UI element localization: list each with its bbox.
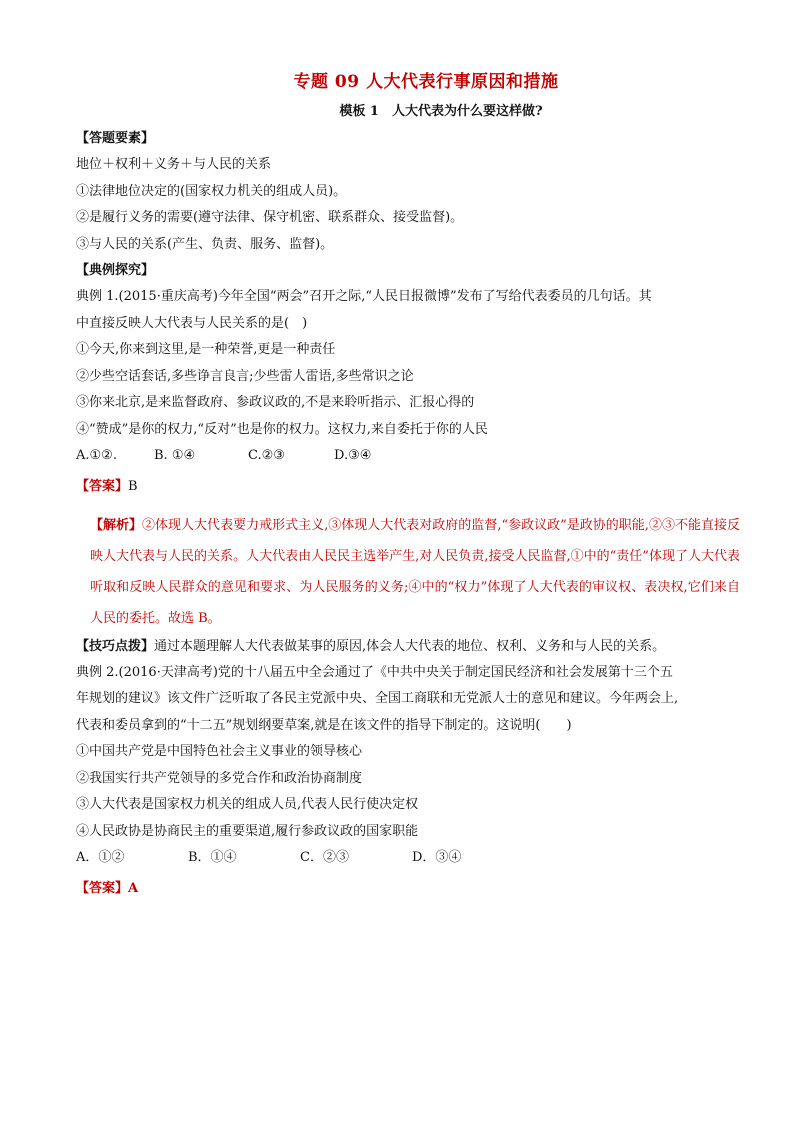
option-c: C.②③ bbox=[248, 448, 285, 463]
answer-tag: 【答案】 bbox=[76, 478, 129, 494]
elements-line: 地位＋权利＋义务＋与人民的关系 bbox=[76, 157, 272, 172]
example1-options bbox=[76, 443, 736, 470]
example2-statement: ③人大代表是国家权力机关的组成人员,代表人民行使决定权 bbox=[76, 797, 419, 812]
example1-statement: ②少些空话套话,多些诤言良言;少些雷人雷语,多些常识之论 bbox=[76, 368, 414, 384]
example2-answer bbox=[76, 876, 736, 902]
page-subtitle: 模板 1 人大代表为什么要这样做? bbox=[339, 104, 543, 119]
option-b: B．①④ bbox=[188, 850, 237, 865]
option-a: A．①② bbox=[76, 850, 125, 865]
example1-analysis bbox=[90, 510, 740, 634]
analysis-tag: 【解析】 bbox=[90, 517, 143, 533]
option-b: B. ①④ bbox=[154, 448, 196, 463]
example1-statement: ③你来北京,是来监督政府、参政议政的,不是来聆听指示、汇报心得的 bbox=[76, 395, 475, 410]
elements-line: ①法律地位决定的(国家权力机关的组成人员)。 bbox=[76, 183, 347, 199]
answer-value: B bbox=[128, 478, 138, 494]
tip-text: 通过本题理解人大代表做某事的原因,体会人大代表的地位、权利、义务和与人民的关系。 bbox=[154, 638, 666, 654]
example1-tip bbox=[76, 634, 736, 660]
example1-statement: ④“赞成”是你的权力,“反对”也是你的权力。这权力,来自委托于你的人民 bbox=[76, 421, 488, 437]
example1-statement: ①今天,你来到这里,是一种荣誉,更是一种责任 bbox=[76, 342, 336, 357]
example1-stem-line: 中直接反映人大代表与人民关系的是( ) bbox=[76, 315, 308, 331]
page-title: 专题 09 人大代表行事原因和措施 bbox=[293, 72, 559, 92]
tip-tag: 【技巧点拨】 bbox=[76, 638, 155, 654]
elements-line: ②是履行义务的需要(遵守法律、保守机密、联系群众、接受监督)。 bbox=[76, 210, 464, 225]
example1-stem-line: 典例 1.(2015·重庆高考)今年全国“两会”召开之际,“人民日报微博”发布了写给代表委员的几句话。其 bbox=[76, 289, 652, 304]
elements-heading: 【答题要素】 bbox=[76, 131, 155, 146]
option-c: C．②③ bbox=[300, 850, 349, 865]
elements-line: ③与人民的关系(产生、负责、服务、监督)。 bbox=[76, 236, 334, 252]
example2-options bbox=[76, 845, 736, 872]
example2-stem-line: 典例 2.(2016·天津高考)党的十八届五中全会通过了《中共中央关于制定国民经济和社会发展第十三个五 bbox=[76, 664, 673, 680]
option-a: A.①②. bbox=[76, 448, 117, 463]
example2-statement: ④人民政协是协商民主的重要渠道,履行参政议政的国家职能 bbox=[76, 823, 419, 839]
analysis-text: ②体现人大代表要力戒形式主义,③体现人大代表对政府的监督,“参政议政”是政协的职能,②③不能直接反映人大代表与人民的关系。人大代表由人民民主选举产生,对人民负责,接受人民监督,①中的“责任”体现了人大代表听取和反映人民群众的意见和要求、为人民服务的义务;④中的“权力”体现了人大代表的审议权、表决权,它们来自人民的委托。故选 B。 bbox=[90, 517, 740, 626]
examples-heading: 【典例探究】 bbox=[76, 263, 155, 278]
example1-answer bbox=[76, 474, 736, 500]
example2-stem-line: 代表和委员拿到的“十二五”规划纲要草案,就是在该文件的指导下制定的。这说明( ) bbox=[76, 717, 572, 733]
answer-tag: 【答案】 bbox=[76, 880, 129, 896]
example2-statement: ②我国实行共产党领导的多党合作和政治协商制度 bbox=[76, 770, 363, 786]
document-page bbox=[76, 70, 740, 902]
answer-value: A bbox=[128, 880, 139, 896]
example2-statement: ①中国共产党是中国特色社会主义事业的领导核心 bbox=[76, 744, 363, 759]
example2-stem-line: 年规划的建议》该文件广泛听取了各民主党派中央、全国工商联和无党派人士的意见和建议。今年两会上, bbox=[76, 691, 679, 706]
option-d: D.③④ bbox=[334, 448, 372, 463]
option-d: D．③④ bbox=[412, 850, 462, 865]
